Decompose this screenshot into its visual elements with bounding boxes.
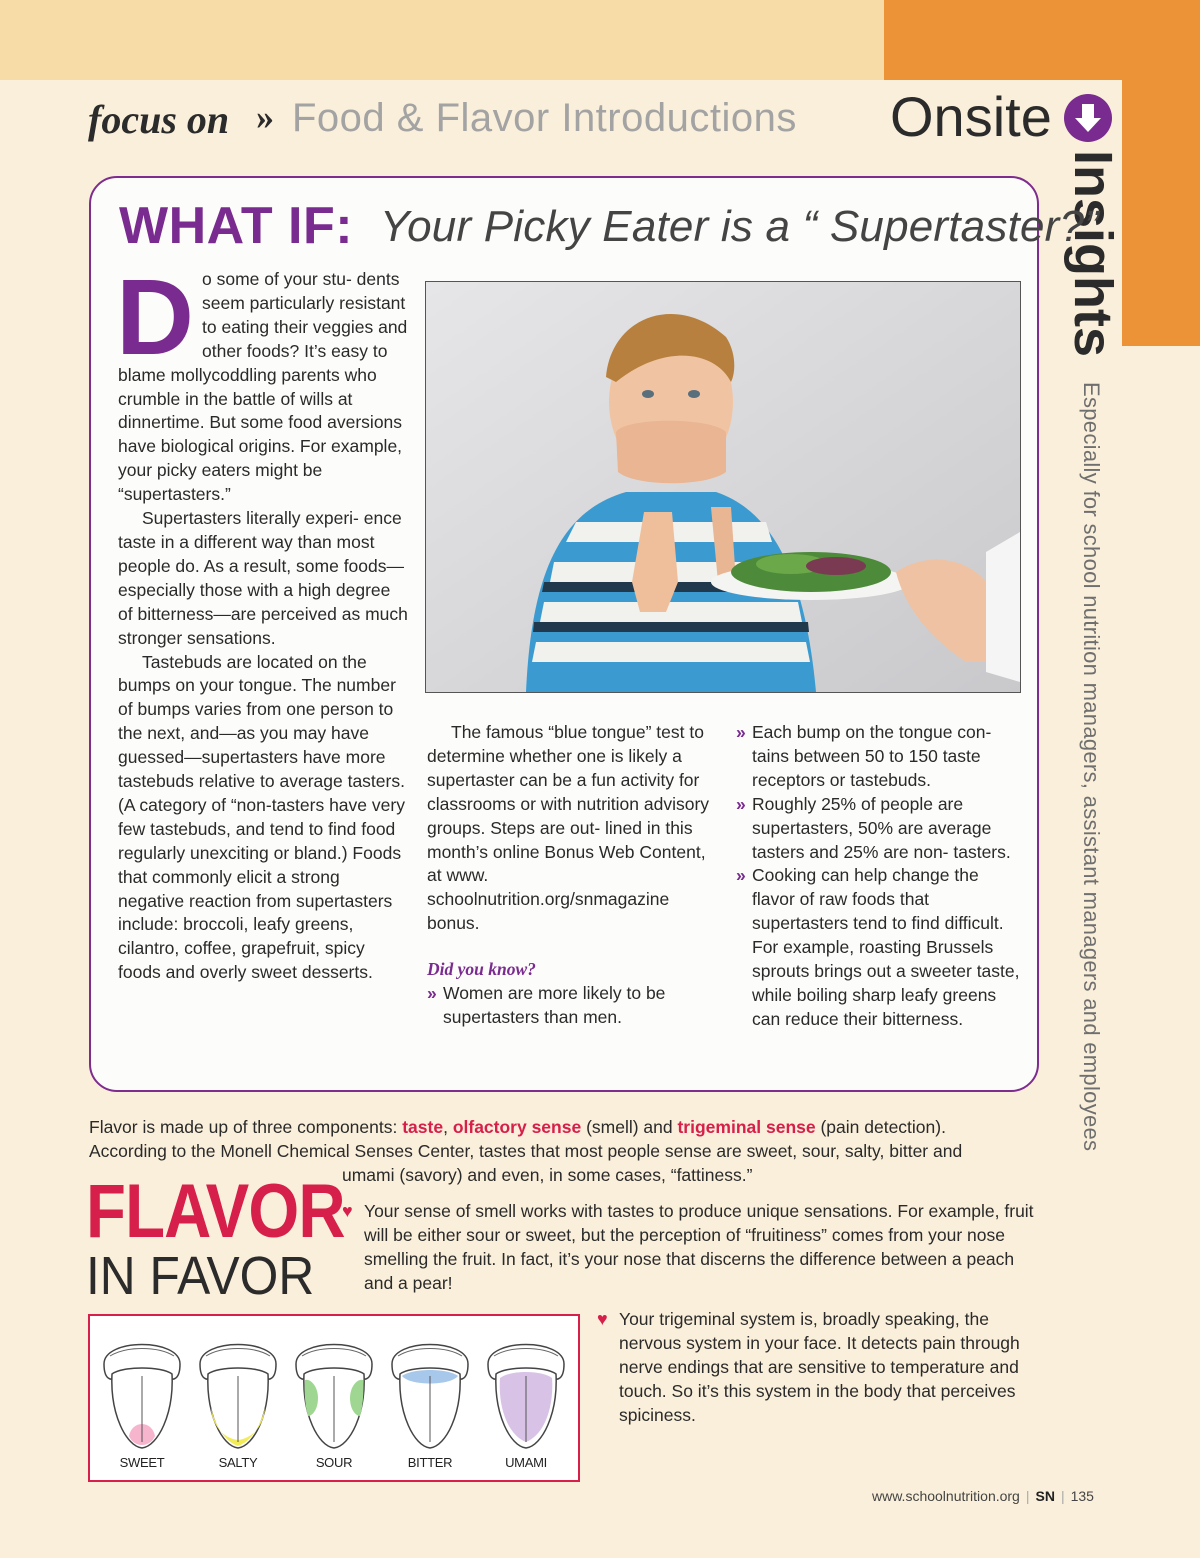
header-band-peach <box>0 0 884 80</box>
article-column-3 <box>736 721 1021 1032</box>
tongue-bitter-icon <box>384 1324 476 1452</box>
article-paragraph: The famous “blue tongue” test to determine whether one is likely a supertaster can be a fun activity for classrooms or with nutrition advisory groups. Steps are out- lined in this month’s online Bonus Web Content, at www. schoolnutrition.org/snmagazine bonus. <box>427 722 710 934</box>
heart-icon: ♥ <box>597 1309 608 1329</box>
tongue-label-umami: UMAMI <box>505 1455 547 1470</box>
tongue-salty-icon <box>192 1324 284 1452</box>
tongue-label-sour: SOUR <box>315 1455 353 1470</box>
bullet-marker: » <box>736 722 746 742</box>
tongue-taste-diagram <box>88 1314 580 1482</box>
article-column-2 <box>427 721 717 1030</box>
fact-bullet: » Women are more likely to be supertasters than men. <box>427 983 666 1027</box>
header-band-orange <box>884 0 1200 80</box>
fact-bullet: » Each bump on the tongue con- tains between 50 to 150 taste receptors or tastebuds. <box>736 722 992 790</box>
tongue-sweet-icon <box>96 1324 188 1452</box>
boy-refusing-salad-photo <box>425 281 1021 693</box>
footer-url[interactable]: www.schoolnutrition.org <box>872 1488 1020 1504</box>
flavor-intro: Flavor is made up of three components: taste, olfactory sense (smell) and trigeminal sense (pain detection). According to the Monell Chemical Senses Center, tastes that most people sense are sweet, sour, salty, bitter and umami (savory) and even, in some cases, “fattiness.” <box>89 1117 963 1185</box>
keyword-taste: taste <box>402 1117 444 1137</box>
trigeminal-paragraph: ♥ Your trigeminal system is, broadly speaking, the nervous system in your face. It detects pain through nerve endings that are sensitive to temperature and touch. So it’s this system in the body that perceives spiciness. <box>597 1309 1020 1425</box>
article-paragraph: o some of your stu- dents seem particularly resistant to eating their veggies and other foods? It’s easy to blame mollycoddling parents who crumble in the battle of wills at dinnertime. But some food aversions have biological origins. For example, your picky eaters might be “supertasters.” <box>118 269 408 505</box>
bullet-marker: » <box>736 793 746 814</box>
drop-cap: D <box>116 256 194 377</box>
article-headline: WHAT IF: <box>119 197 354 255</box>
tongue-label-sweet: SWEET <box>119 1455 165 1470</box>
article-paragraph: Tastebuds are located on the bumps on your tongue. The number of bumps varies from one person to the next, and—as you may have guessed—supertasters have more tastebuds relative to average tasters. (A category of “non-tasters have very few tastebuds, and tend to find food regularly unexciting or bland.) Foods that commonly elicit a strong negative reaction from supertasters include: broccoli, leafy greens, cilantro, coffee, grapefruit, spicy foods and overly sweet desserts. <box>118 651 405 983</box>
fact-bullet: » Cooking can help change the flavor of raw foods that supertasters tend to find difficult. For example, roasting Brussels sprouts brings out a sweeter taste, while boiling sharp leafy greens can reduce their bitterness. <box>736 865 1020 1029</box>
section-title: Food & Flavor Introductions <box>292 96 797 140</box>
article-subhead: Your Picky Eater is a “ Supertaster?” <box>380 202 1100 251</box>
tongue-umami-icon <box>480 1324 572 1452</box>
tongue-sour-icon <box>288 1324 380 1452</box>
onsite-label: Onsite <box>890 85 1052 148</box>
flavor-title: FLAVOR <box>86 1169 345 1254</box>
tongue-label-bitter: BITTER <box>407 1455 453 1470</box>
keyword-olfactory: olfactory sense <box>452 1117 582 1137</box>
heart-icon: ♥ <box>342 1201 353 1221</box>
page-number: 135 <box>1070 1488 1094 1504</box>
keyword-trigeminal: trigeminal sense <box>677 1117 816 1137</box>
tongue-label-salty: SALTY <box>218 1455 258 1470</box>
flavor-subtitle: IN FAVOR <box>86 1246 315 1306</box>
side-subtitle: Especially for school nutrition managers, assistant managers and employees <box>1079 382 1104 1152</box>
page-footer: www.schoolnutrition.org | SN | 135 <box>872 1488 1094 1504</box>
footer-mag: SN <box>1035 1488 1055 1504</box>
bullet-marker: » <box>427 983 437 1004</box>
did-you-know-heading: Did you know? <box>427 959 536 980</box>
article-column-1 <box>116 256 408 985</box>
side-tab-orange <box>1122 80 1200 346</box>
smell-paragraph: ♥ Your sense of smell works with tastes to produce unique sensations. For example, fruit will be either sour or sweet, but the perception of “fruitiness” comes from your nose smelling the fruit. In fact, it’s your nose that discerns the difference between a peach and a pear! <box>342 1201 1034 1293</box>
article-paragraph: Supertasters literally experi- ence taste in a different way than most people do. As a result, some foods—especially those with a high degree of bitterness—are perceived as much stronger sensations. <box>118 508 408 648</box>
down-arrow-icon <box>1064 94 1112 142</box>
insights-label: Insights <box>1063 150 1123 358</box>
fact-bullet: » Roughly 25% of people are supertasters, 50% are average tasters and 25% are non- tasters. <box>736 793 1011 862</box>
focus-on-label: focus on <box>88 97 230 142</box>
bullet-marker: » <box>736 865 746 886</box>
focus-arrow: » <box>256 97 274 137</box>
